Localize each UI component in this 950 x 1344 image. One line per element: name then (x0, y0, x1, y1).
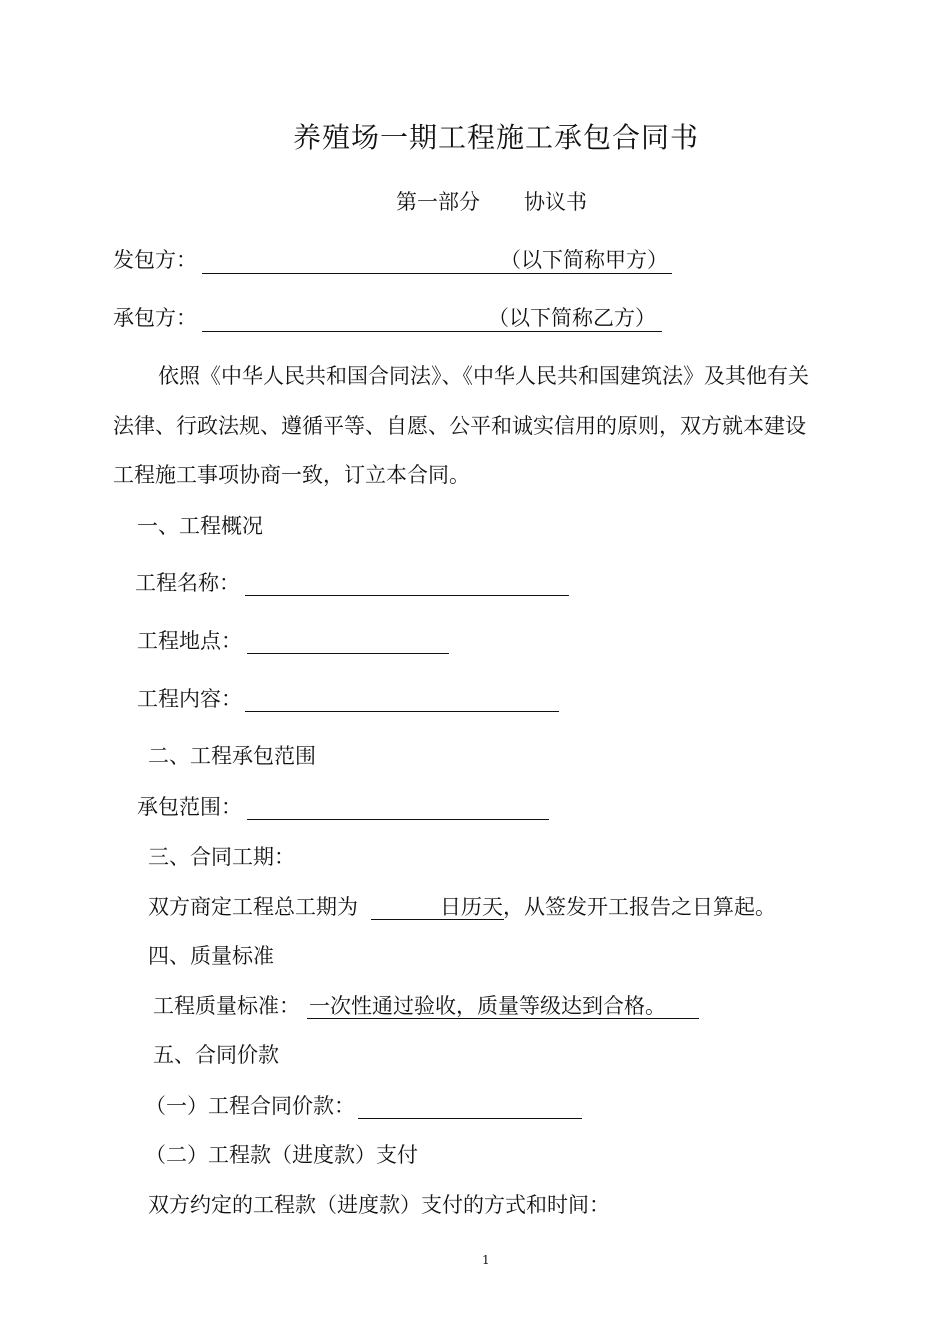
section-5-heading: 五、合同价款 (153, 1043, 279, 1067)
duration-text-after: ，从签发开工报告之日算起。 (503, 895, 776, 919)
project-content-label: 工程内容： (137, 687, 242, 711)
contract-price-label: （一）工程合同价款： (145, 1094, 355, 1118)
quality-standard-value: 一次性通过验收，质量等级达到合格。 (309, 994, 666, 1018)
project-name-label: 工程名称： (135, 571, 240, 595)
contractor-abbr: （以下简称乙方） (488, 306, 656, 330)
scope-blank-line (247, 819, 549, 820)
preamble-line-3: 工程施工事项协商一致，订立本合同。 (113, 463, 470, 487)
document-title: 养殖场一期工程施工承包合同书 (293, 121, 700, 154)
project-content-blank-line (245, 711, 559, 712)
section-1-heading: 一、工程概况 (137, 514, 263, 538)
payment-text: 双方约定的工程款（进度款）支付的方式和时间： (148, 1193, 610, 1217)
quality-standard-label: 工程质量标准： (153, 994, 300, 1018)
section-3-heading: 三、合同工期： (148, 845, 295, 869)
contractor-label: 承包方： (113, 306, 197, 330)
section-2-heading: 二、工程承包范围 (148, 744, 316, 768)
page-number: 1 (482, 1253, 490, 1267)
preamble-line-1: 依照《中华人民共和国合同法》、《中华人民共和国建筑法》及其他有关 (158, 364, 809, 388)
duration-unit: 日历天 (440, 895, 503, 919)
contractor-blank-line (202, 331, 662, 332)
employer-abbr: （以下简称甲方） (500, 248, 668, 272)
employer-blank-line (202, 273, 672, 274)
project-location-label: 工程地点： (137, 629, 242, 653)
project-name-blank-line (245, 595, 569, 596)
preamble-line-2: 法律、行政法规、遵循平等、自愿、公平和诚实信用的原则，双方就本建设 (113, 414, 806, 438)
part-name: 协议书 (524, 190, 587, 214)
section-4-heading: 四、质量标准 (148, 944, 274, 968)
quality-standard-underline (307, 1018, 699, 1019)
contract-price-blank-line (358, 1118, 582, 1119)
part-number: 第一部分 (396, 190, 480, 214)
duration-blank-line (371, 919, 504, 920)
part-heading (396, 189, 587, 215)
payment-heading: （二）工程款（进度款）支付 (145, 1143, 418, 1167)
scope-label: 承包范围： (137, 795, 242, 819)
duration-text-before: 双方商定工程总工期为 (148, 895, 358, 919)
employer-label: 发包方： (113, 248, 197, 272)
project-location-blank-line (247, 653, 449, 654)
